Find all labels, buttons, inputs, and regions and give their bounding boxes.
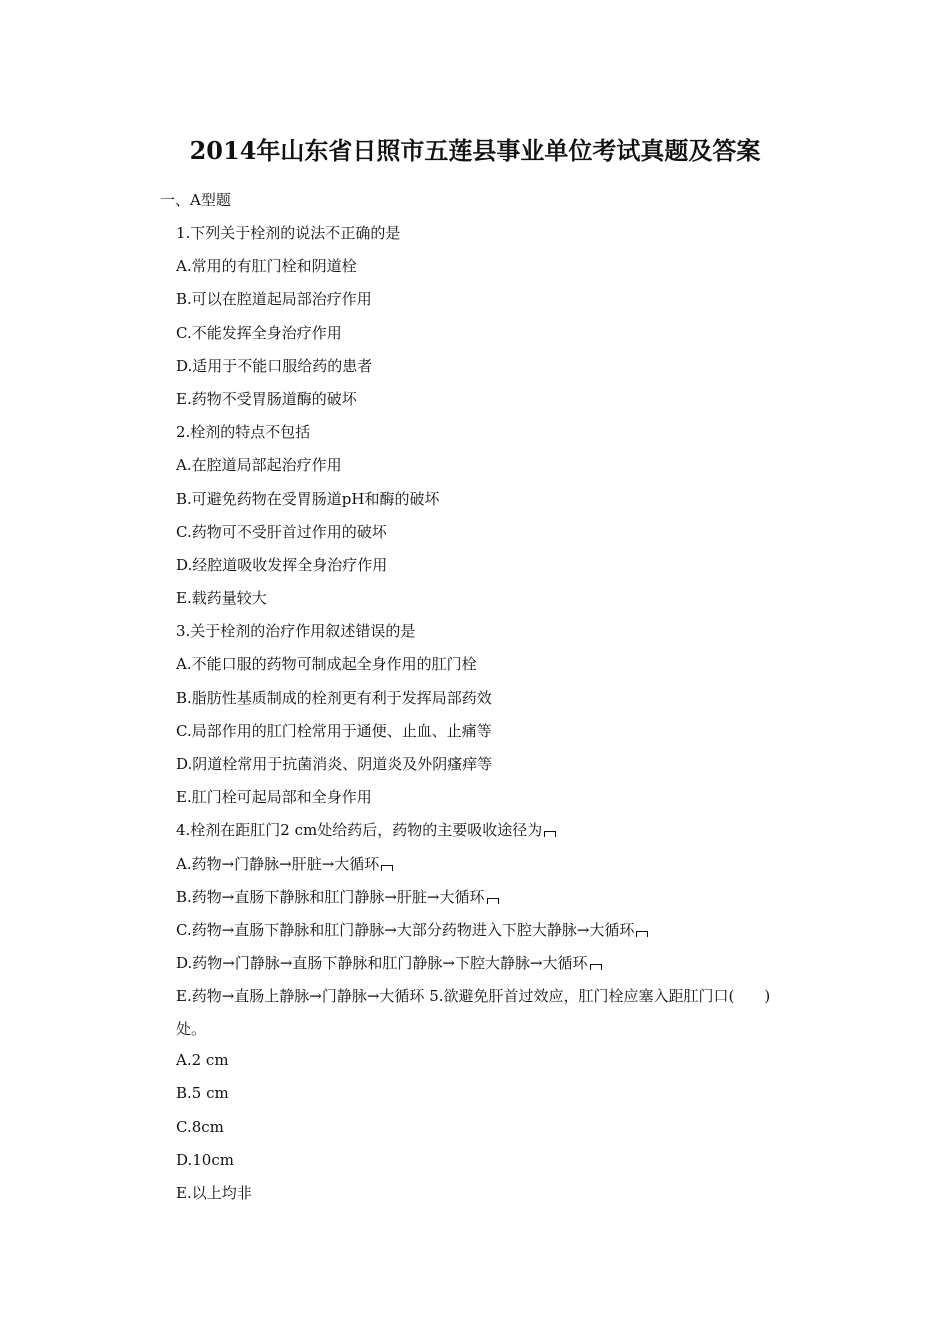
question-2-option-b: B.可避免药物在受胃肠道pH和酶的破坏	[176, 489, 440, 508]
question-5-option-b: B.5 cm	[176, 1084, 229, 1103]
question-5-option-c: C.8cm	[176, 1117, 224, 1136]
question-1-option-d: D.适用于不能口服给药的患者	[176, 356, 373, 375]
question-2-option-d: D.经腔道吸收发挥全身治疗作用	[176, 555, 388, 574]
question-4-option-b: B.药物→直肠下静脉和肛门静脉→肝脏→大循环	[176, 887, 485, 906]
question-4-option-b-row	[176, 883, 776, 916]
question-1-stem: 1.下列关于栓剂的说法不正确的是	[176, 224, 401, 242]
blank-mark-icon	[590, 964, 602, 970]
question-2-option-e: E.载药量较大	[176, 589, 267, 608]
page-title: 2014年山东省日照市五莲县事业单位考试真题及答案	[189, 136, 761, 165]
blank-mark-icon	[544, 831, 556, 837]
question-3-option-c: C.局部作用的肛门栓常用于通便、止血、止痛等	[176, 721, 492, 740]
question-2-stem: 2.栓剂的特点不包括	[176, 423, 311, 442]
question-body	[176, 219, 776, 1212]
question-3-stem: 3.关于栓剂的治疗作用叙述错误的是	[176, 622, 416, 641]
question-4-stem-row	[176, 816, 776, 849]
blank-mark-icon	[487, 898, 499, 904]
question-5-option-a: A.2 cm	[176, 1051, 229, 1070]
question-4-option-c: C.药物→直肠下静脉和肛门静脉→大部分药物进入下腔大静脉→大循环	[176, 920, 635, 939]
question-1-option-c: C.不能发挥全身治疗作用	[176, 323, 342, 342]
question-5-option-e: E.以上均非	[176, 1183, 252, 1202]
question-4-option-d-row	[176, 949, 776, 982]
question-4-option-d: D.药物→门静脉→直肠下静脉和肛门静脉→下腔大静脉→大循环	[176, 954, 588, 973]
question-5-option-d: D.10cm	[176, 1150, 234, 1169]
question-4-option-e-and-question-5-stem: E.药物→直肠上静脉→门静脉→大循环 5.欲避免肝首过效应，肛门栓应塞入距肛门口( )处。	[176, 986, 771, 1038]
question-4-option-a-row	[176, 850, 776, 883]
question-4-option-a: A.药物→门静脉→肝脏→大循环	[176, 854, 380, 873]
question-3-option-a: A.不能口服的药物可制成起全身作用的肛门栓	[176, 655, 477, 674]
question-4-option-c-row	[176, 916, 776, 949]
blank-mark-icon	[381, 865, 393, 871]
question-1-option-e: E.药物不受胃肠道酶的破坏	[176, 389, 357, 408]
question-3-option-b: B.脂肪性基质制成的栓剂更有利于发挥局部药效	[176, 688, 492, 707]
question-2-option-c: C.药物可不受肝首过作用的破坏	[176, 522, 387, 541]
question-1-option-a: A.常用的有肛门栓和阴道栓	[176, 257, 357, 276]
question-3-option-e: E.肛门栓可起局部和全身作用	[176, 788, 372, 807]
section-heading: 一、A型题	[160, 191, 231, 209]
question-3-option-d: D.阴道栓常用于抗菌消炎、阴道炎及外阴瘙痒等	[176, 755, 493, 773]
question-4-stem: 4.栓剂在距肛门2 cm处给药后，药物的主要吸收途径为	[176, 821, 543, 840]
question-2-option-a: A.在腔道局部起治疗作用	[176, 456, 342, 475]
blank-mark-icon	[636, 931, 648, 937]
question-1-option-b: B.可以在腔道起局部治疗作用	[176, 290, 372, 309]
